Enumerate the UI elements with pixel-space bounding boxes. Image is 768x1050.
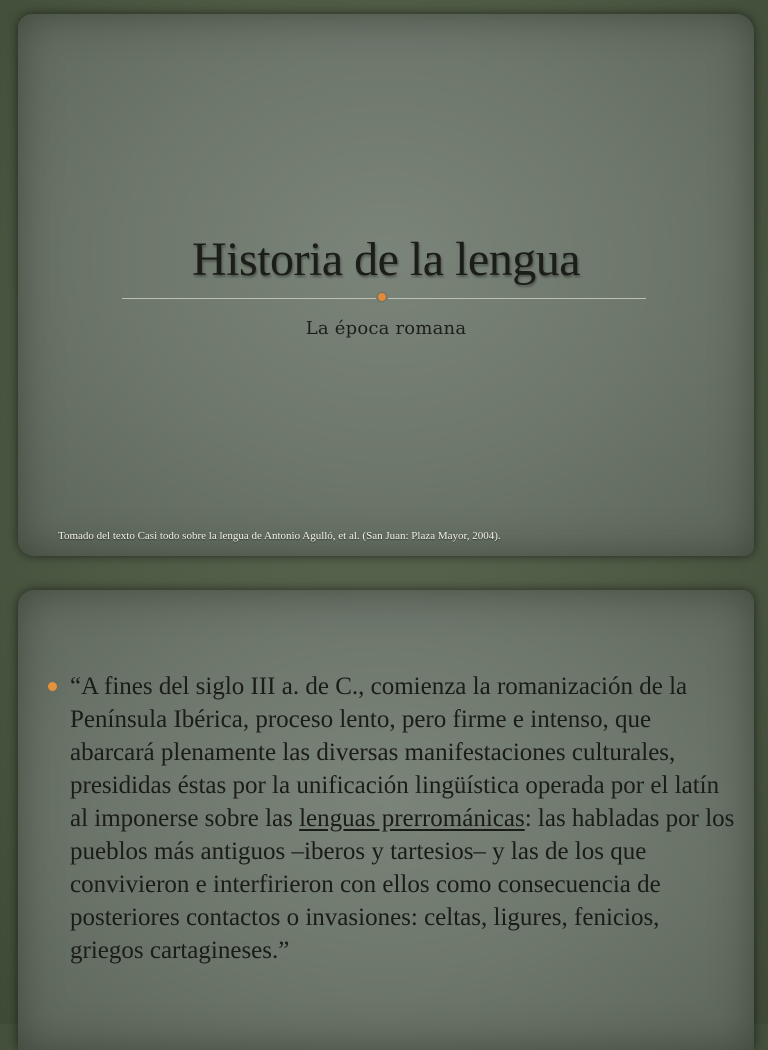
bullet-text-before: “A fines del siglo III a. de C., comienza la romanización de la Península Ibérica, proceso lento, pero firme e intenso, que abarcará plenamente las diversas manifestaciones culturales, presididas éstas por la unificación lingüística operada por el latín al imponerse sobre las bbox=[70, 673, 720, 832]
bullet-text-after: : las habladas por los pueblos más antiguos –iberos y tartesios– y las de los que convivieron e interfirieron con ellos como consecuencia de posteriores contactos o invasiones: celtas, ligures, fenicios, griegos cartagineses.” bbox=[70, 805, 735, 964]
slide-subtitle: La época romana bbox=[305, 318, 467, 339]
divider-dot-icon bbox=[378, 293, 386, 301]
slide-title: Historia de la lengua bbox=[191, 233, 581, 286]
title-divider-right bbox=[388, 298, 646, 299]
bullet-text bbox=[70, 670, 738, 967]
lenguas-prerromanicas-link[interactable]: lenguas prerrománicas bbox=[299, 805, 525, 832]
content-slide bbox=[18, 590, 754, 1050]
title-divider-left bbox=[122, 298, 376, 299]
title-slide bbox=[18, 14, 754, 556]
bullet-dot-icon bbox=[48, 682, 57, 691]
source-credit: Tomado del texto Casi todo sobre la lengua de Antonio Agulló, et al. (San Juan: Plaza Mayor, 2004). bbox=[58, 530, 501, 542]
